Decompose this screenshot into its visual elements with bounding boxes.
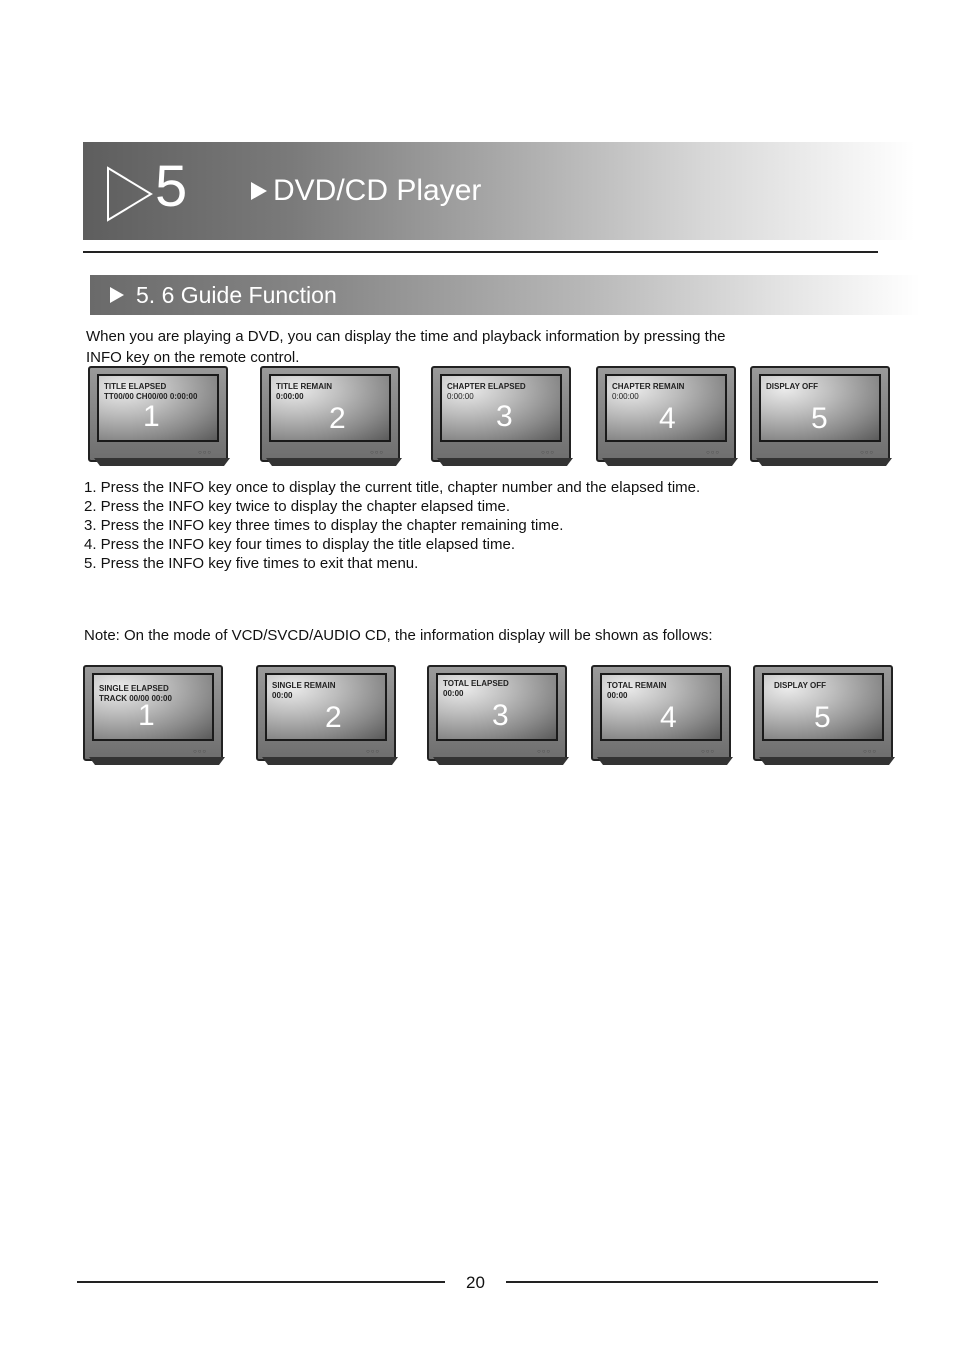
tv-knobs: ○○○ [193, 749, 207, 755]
screen-label-title: SINGLE REMAIN [272, 681, 336, 690]
screen-number: 4 [660, 701, 677, 734]
tv-body [83, 665, 223, 761]
tv-display [269, 374, 391, 442]
section-banner [90, 275, 920, 315]
tv-body [431, 366, 571, 462]
tv-screen-illustration [427, 665, 567, 767]
tv-body [596, 366, 736, 462]
screen-label-value: 00:00 [607, 691, 628, 700]
tv-knobs: ○○○ [198, 450, 212, 456]
tv-display [92, 673, 214, 741]
screen-label-title: DISPLAY OFF [774, 681, 827, 690]
screen-label [766, 382, 818, 392]
list-item: 3. Press the INFO key three times to display the chapter remaining time. [84, 517, 564, 534]
screen-number: 2 [325, 701, 342, 734]
screen-label [104, 382, 197, 402]
tv-knobs: ○○○ [370, 450, 384, 456]
intro-paragraph [86, 326, 826, 368]
tv-screen-illustration [753, 665, 893, 767]
tv-display [759, 374, 881, 442]
screen-label-value: TT00/00 CH00/00 0:00:00 [104, 392, 198, 401]
chapter-number: 5 [155, 154, 188, 219]
tv-knobs: ○○○ [706, 450, 720, 456]
tv-screen-illustration [591, 665, 731, 767]
intro-line-1: When you are playing a DVD, you can display the time and playback information by pressing the [86, 328, 726, 345]
screen-number: 1 [143, 400, 160, 433]
tv-stand [756, 458, 892, 466]
screen-label-value: 00:00 [443, 689, 464, 698]
chapter-banner [83, 142, 915, 240]
screen-label-title: SINGLE ELAPSED [99, 684, 169, 693]
play-outline-icon [105, 166, 155, 222]
tv-display [605, 374, 727, 442]
vcd-screens-row [0, 665, 954, 775]
tv-knobs: ○○○ [537, 749, 551, 755]
tv-stand [602, 458, 738, 466]
tv-screen-illustration [431, 366, 571, 468]
screen-label [447, 382, 526, 402]
tv-display [436, 673, 558, 741]
list-item: 4. Press the INFO key four times to display the title elapsed time. [84, 536, 516, 553]
section-title [110, 282, 337, 309]
tv-screen-illustration [88, 366, 228, 468]
tv-knobs: ○○○ [701, 749, 715, 755]
tv-stand [266, 458, 402, 466]
tv-screen-illustration [256, 665, 396, 767]
screen-label-title: TOTAL REMAIN [607, 681, 667, 690]
screen-label-title: TITLE ELAPSED [104, 382, 167, 391]
screen-number: 1 [138, 699, 155, 732]
dvd-screens-row [0, 366, 954, 476]
tv-stand [262, 757, 398, 765]
list-item: 5. Press the INFO key five times to exit that menu. [84, 555, 419, 572]
tv-body [591, 665, 731, 761]
note-text: Note: On the mode of VCD/SVCD/AUDIO CD, the information display will be shown as follows: [84, 627, 713, 644]
screen-label [276, 382, 332, 402]
screen-label-title: DISPLAY OFF [766, 382, 819, 391]
intro-line-2: INFO key on the remote control. [86, 349, 300, 366]
tv-knobs: ○○○ [863, 749, 877, 755]
tv-display [762, 673, 884, 741]
tv-screen-illustration [83, 665, 223, 767]
screen-label [443, 679, 509, 699]
chapter-title [251, 176, 481, 206]
tv-display [97, 374, 219, 442]
screen-label-value: 00:00 [272, 691, 293, 700]
footer-rule-left [77, 1281, 445, 1283]
tv-stand [759, 757, 895, 765]
tv-knobs: ○○○ [366, 749, 380, 755]
screen-number: 4 [659, 402, 676, 435]
tv-knobs: ○○○ [541, 450, 555, 456]
page-number: 20 [466, 1273, 485, 1292]
tv-body [256, 665, 396, 761]
screen-number: 5 [811, 402, 828, 435]
tv-display [440, 374, 562, 442]
screen-number: 3 [492, 699, 509, 732]
play-icon [251, 182, 267, 200]
screen-label [612, 382, 684, 402]
list-item: 1. Press the INFO key once to display the current title, chapter number and the elapsed time. [84, 479, 701, 496]
screen-label [607, 681, 667, 701]
screen-number: 2 [329, 402, 346, 435]
screen-label-title: TOTAL ELAPSED [443, 679, 509, 688]
tv-body [260, 366, 400, 462]
tv-screen-illustration [260, 366, 400, 468]
tv-stand [433, 757, 569, 765]
tv-stand [597, 757, 733, 765]
screen-label-value: 0:00:00 [447, 392, 474, 401]
play-icon [110, 287, 124, 303]
tv-stand [89, 757, 225, 765]
tv-body [88, 366, 228, 462]
screen-number: 3 [496, 400, 513, 433]
tv-stand [94, 458, 230, 466]
footer-rule-right [506, 1281, 878, 1283]
screen-label [272, 681, 336, 701]
tv-stand [437, 458, 573, 466]
steps-list [84, 478, 700, 573]
screen-label-value: TRACK 00/00 00:00 [99, 694, 172, 703]
screen-number: 5 [814, 701, 831, 734]
screen-label-title: TITLE REMAIN [276, 382, 332, 391]
tv-screen-illustration [596, 366, 736, 468]
screen-label-title: CHAPTER REMAIN [612, 382, 685, 391]
list-item: 2. Press the INFO key twice to display the chapter elapsed time. [84, 498, 511, 515]
tv-body [427, 665, 567, 761]
tv-body [753, 665, 893, 761]
chapter-title-text: DVD/CD Player [273, 174, 482, 207]
screen-label-value: 0:00:00 [612, 392, 639, 401]
header-rule [83, 251, 878, 253]
tv-display [600, 673, 722, 741]
section-title-text: 5. 6 Guide Function [136, 281, 337, 308]
tv-screen-illustration [750, 366, 890, 468]
screen-label-value: 0:00:00 [276, 392, 304, 401]
screen-label [774, 681, 826, 691]
screen-label-title: CHAPTER ELAPSED [447, 382, 526, 391]
tv-display [265, 673, 387, 741]
screen-label [99, 684, 172, 704]
tv-body [750, 366, 890, 462]
tv-knobs: ○○○ [860, 450, 874, 456]
